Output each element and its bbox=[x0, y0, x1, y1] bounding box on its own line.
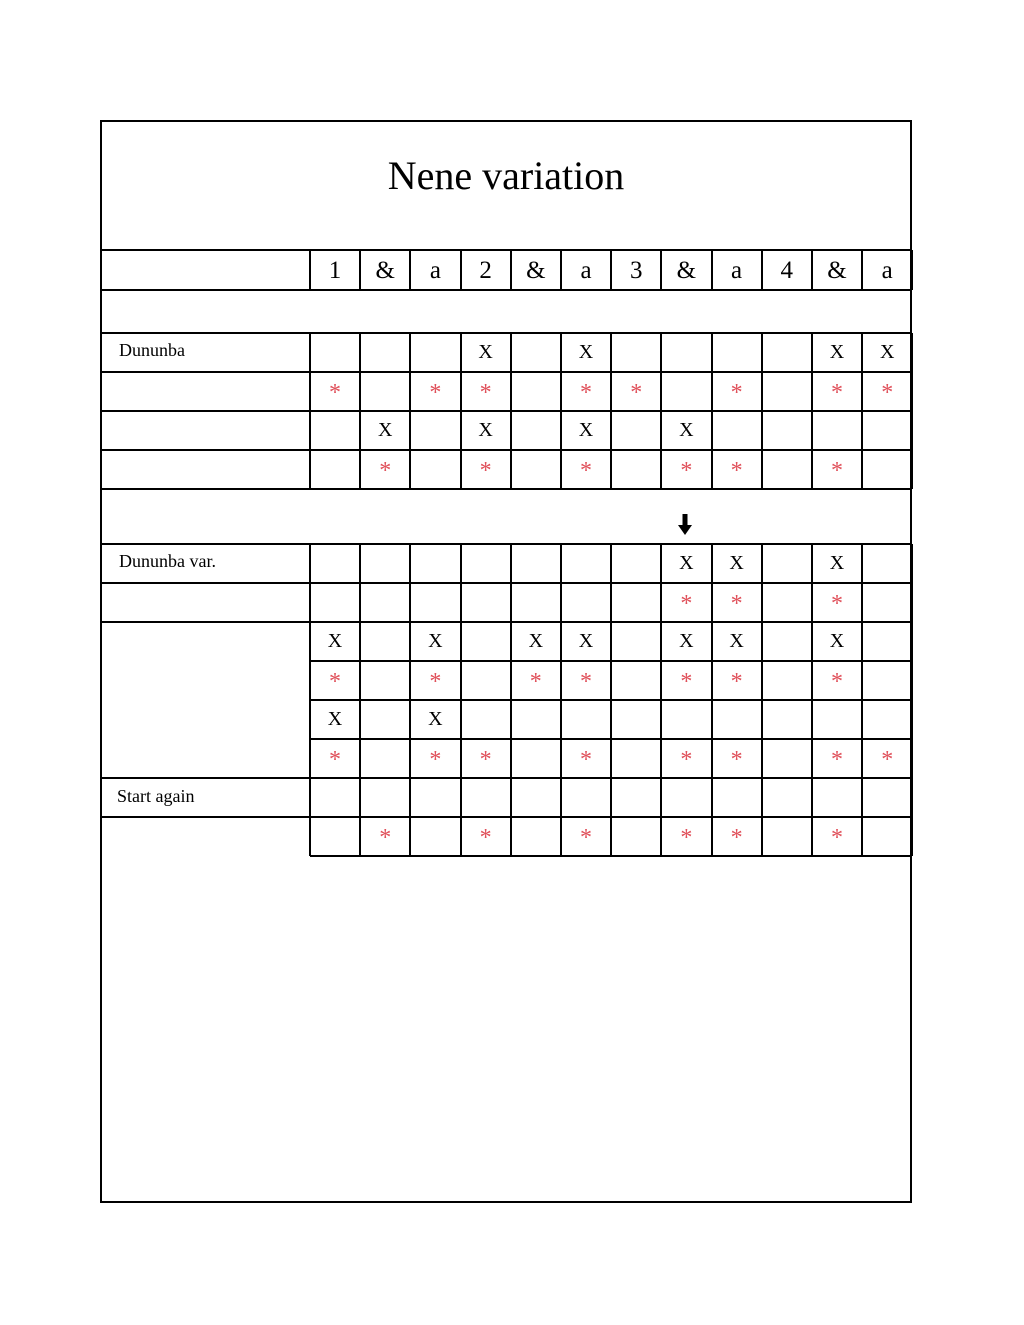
cell-rule bbox=[610, 700, 612, 739]
cell-rule bbox=[309, 778, 311, 817]
accent-mark: * bbox=[680, 457, 693, 484]
page-title: Nene variation bbox=[387, 153, 625, 198]
beat-label: 2 bbox=[479, 257, 492, 284]
hit-mark: X bbox=[829, 629, 845, 652]
cell-rule bbox=[560, 778, 562, 817]
accent-mark: * bbox=[479, 379, 492, 406]
accent-mark: * bbox=[580, 457, 592, 484]
cell-rule bbox=[911, 661, 913, 700]
accent-mark: * bbox=[580, 824, 592, 851]
accent-mark: * bbox=[680, 824, 693, 851]
cell-rule bbox=[510, 778, 512, 817]
cell-rule bbox=[309, 583, 311, 622]
label-column-rule bbox=[100, 582, 310, 584]
accent-mark: * bbox=[329, 746, 341, 773]
cell-rule bbox=[409, 333, 411, 372]
hit-mark: X bbox=[679, 629, 694, 652]
accent-mark: * bbox=[831, 457, 843, 484]
accent-mark: * bbox=[479, 457, 492, 484]
accent-mark: * bbox=[730, 590, 743, 617]
cell-rule bbox=[761, 333, 763, 372]
hit-mark: X bbox=[578, 418, 594, 441]
beat-label: a bbox=[580, 257, 592, 284]
label-column-rule bbox=[100, 371, 310, 373]
beat-label: a bbox=[881, 257, 893, 284]
accent-mark: * bbox=[730, 379, 743, 406]
hit-mark: X bbox=[478, 418, 493, 441]
hit-mark: X bbox=[327, 707, 343, 730]
hit-mark: X bbox=[428, 629, 443, 652]
cell-rule bbox=[811, 411, 813, 450]
cell-rule bbox=[560, 700, 562, 739]
accent-mark: * bbox=[831, 746, 843, 773]
accent-mark: * bbox=[529, 668, 542, 695]
accent-mark: * bbox=[730, 824, 743, 851]
accent-mark: * bbox=[730, 457, 743, 484]
accent-mark: * bbox=[680, 746, 693, 773]
cell-rule bbox=[560, 544, 562, 583]
cell-rule bbox=[409, 778, 411, 817]
accent-mark: * bbox=[479, 824, 492, 851]
accent-mark: * bbox=[580, 379, 592, 406]
row-label-dununba-var: Dununba var. bbox=[119, 551, 216, 571]
accent-mark: * bbox=[730, 668, 743, 695]
accent-mark: * bbox=[429, 668, 442, 695]
cell-rule bbox=[309, 544, 311, 583]
cell-rule bbox=[309, 411, 311, 450]
accent-mark: * bbox=[881, 379, 894, 406]
beat-label: 4 bbox=[780, 257, 794, 284]
accent-mark: * bbox=[379, 824, 392, 851]
hit-mark: X bbox=[478, 340, 493, 363]
beat-label: 3 bbox=[629, 257, 643, 284]
accent-mark: * bbox=[881, 746, 894, 773]
cell-rule bbox=[510, 544, 512, 583]
cell-rule bbox=[409, 583, 411, 622]
cell-rule bbox=[911, 817, 913, 856]
hit-mark: X bbox=[729, 551, 744, 574]
cell-rule bbox=[911, 411, 913, 450]
hit-mark: X bbox=[729, 629, 744, 652]
label-column-rule bbox=[100, 449, 310, 451]
cell-rule bbox=[911, 622, 913, 661]
cell-rule bbox=[359, 544, 361, 583]
hit-mark: X bbox=[829, 340, 845, 363]
label-column-rule bbox=[100, 621, 310, 623]
cell-rule bbox=[711, 778, 713, 817]
cell-rule bbox=[610, 778, 612, 817]
cell-rule bbox=[309, 817, 311, 856]
hit-mark: X bbox=[578, 340, 594, 363]
cell-rule bbox=[811, 700, 813, 739]
cell-rule bbox=[861, 700, 863, 739]
cell-rule bbox=[359, 333, 361, 372]
hit-mark: X bbox=[327, 629, 343, 652]
cell-rule bbox=[510, 700, 512, 739]
accent-mark: * bbox=[329, 668, 341, 695]
row-label-dununba: Dununba bbox=[119, 340, 185, 360]
accent-mark: * bbox=[329, 379, 341, 406]
hit-mark: X bbox=[528, 629, 544, 652]
cell-rule bbox=[761, 411, 763, 450]
accent-mark: * bbox=[479, 746, 492, 773]
accent-mark: * bbox=[831, 668, 843, 695]
hit-mark: X bbox=[377, 418, 393, 441]
cell-rule bbox=[660, 333, 662, 372]
header-top-rule bbox=[100, 249, 912, 251]
accent-mark: * bbox=[831, 824, 843, 851]
beat-label: & bbox=[676, 257, 697, 284]
cell-rule bbox=[309, 333, 311, 372]
cell-rule bbox=[460, 778, 462, 817]
cell-rule bbox=[911, 450, 913, 489]
cell-rule bbox=[911, 583, 913, 622]
cell-rule bbox=[460, 544, 462, 583]
hit-mark: X bbox=[679, 551, 694, 574]
cell-rule bbox=[359, 778, 361, 817]
accent-mark: * bbox=[680, 590, 693, 617]
row-label-start-again: Start again bbox=[117, 786, 195, 806]
accent-mark: * bbox=[831, 379, 843, 406]
label-column-rule bbox=[100, 410, 310, 412]
label-column-rule bbox=[100, 816, 310, 818]
cell-rule bbox=[460, 583, 462, 622]
cell-rule bbox=[560, 583, 562, 622]
hit-mark: X bbox=[578, 629, 594, 652]
cell-rule bbox=[911, 544, 913, 583]
beat-label: & bbox=[827, 257, 847, 284]
cell-rule bbox=[711, 333, 713, 372]
cell-rule bbox=[660, 700, 662, 739]
accent-mark: * bbox=[630, 379, 643, 406]
cell-rule bbox=[409, 544, 411, 583]
cell-rule bbox=[610, 583, 612, 622]
cell-rule bbox=[660, 778, 662, 817]
accent-mark: * bbox=[580, 668, 592, 695]
beat-label: 1 bbox=[328, 257, 342, 284]
beat-label: a bbox=[429, 257, 441, 284]
cell-rule bbox=[911, 700, 913, 739]
accent-mark: * bbox=[429, 379, 442, 406]
accent-mark: * bbox=[379, 457, 392, 484]
cell-rule bbox=[761, 778, 763, 817]
hit-mark: X bbox=[829, 551, 845, 574]
cell-rule bbox=[911, 778, 913, 817]
beat-label: & bbox=[375, 257, 395, 284]
hit-mark: X bbox=[679, 418, 694, 441]
cell-rule bbox=[510, 583, 512, 622]
label-column-rule bbox=[100, 777, 310, 779]
cell-rule bbox=[711, 700, 713, 739]
beat-label: a bbox=[731, 257, 743, 284]
cell-rule bbox=[610, 544, 612, 583]
accent-mark: * bbox=[429, 746, 442, 773]
cell-rule bbox=[861, 778, 863, 817]
accent-mark: * bbox=[680, 668, 693, 695]
cell-rule bbox=[861, 411, 863, 450]
cell-rule bbox=[761, 700, 763, 739]
down-arrow-icon bbox=[678, 514, 692, 536]
cell-rule bbox=[811, 778, 813, 817]
cell-rule bbox=[359, 583, 361, 622]
hit-mark: X bbox=[428, 707, 443, 730]
accent-mark: * bbox=[730, 746, 743, 773]
accent-mark: * bbox=[580, 746, 592, 773]
cell-rule bbox=[309, 450, 311, 489]
beat-label: & bbox=[526, 257, 546, 284]
accent-mark: * bbox=[831, 590, 843, 617]
hit-mark: X bbox=[879, 340, 895, 363]
